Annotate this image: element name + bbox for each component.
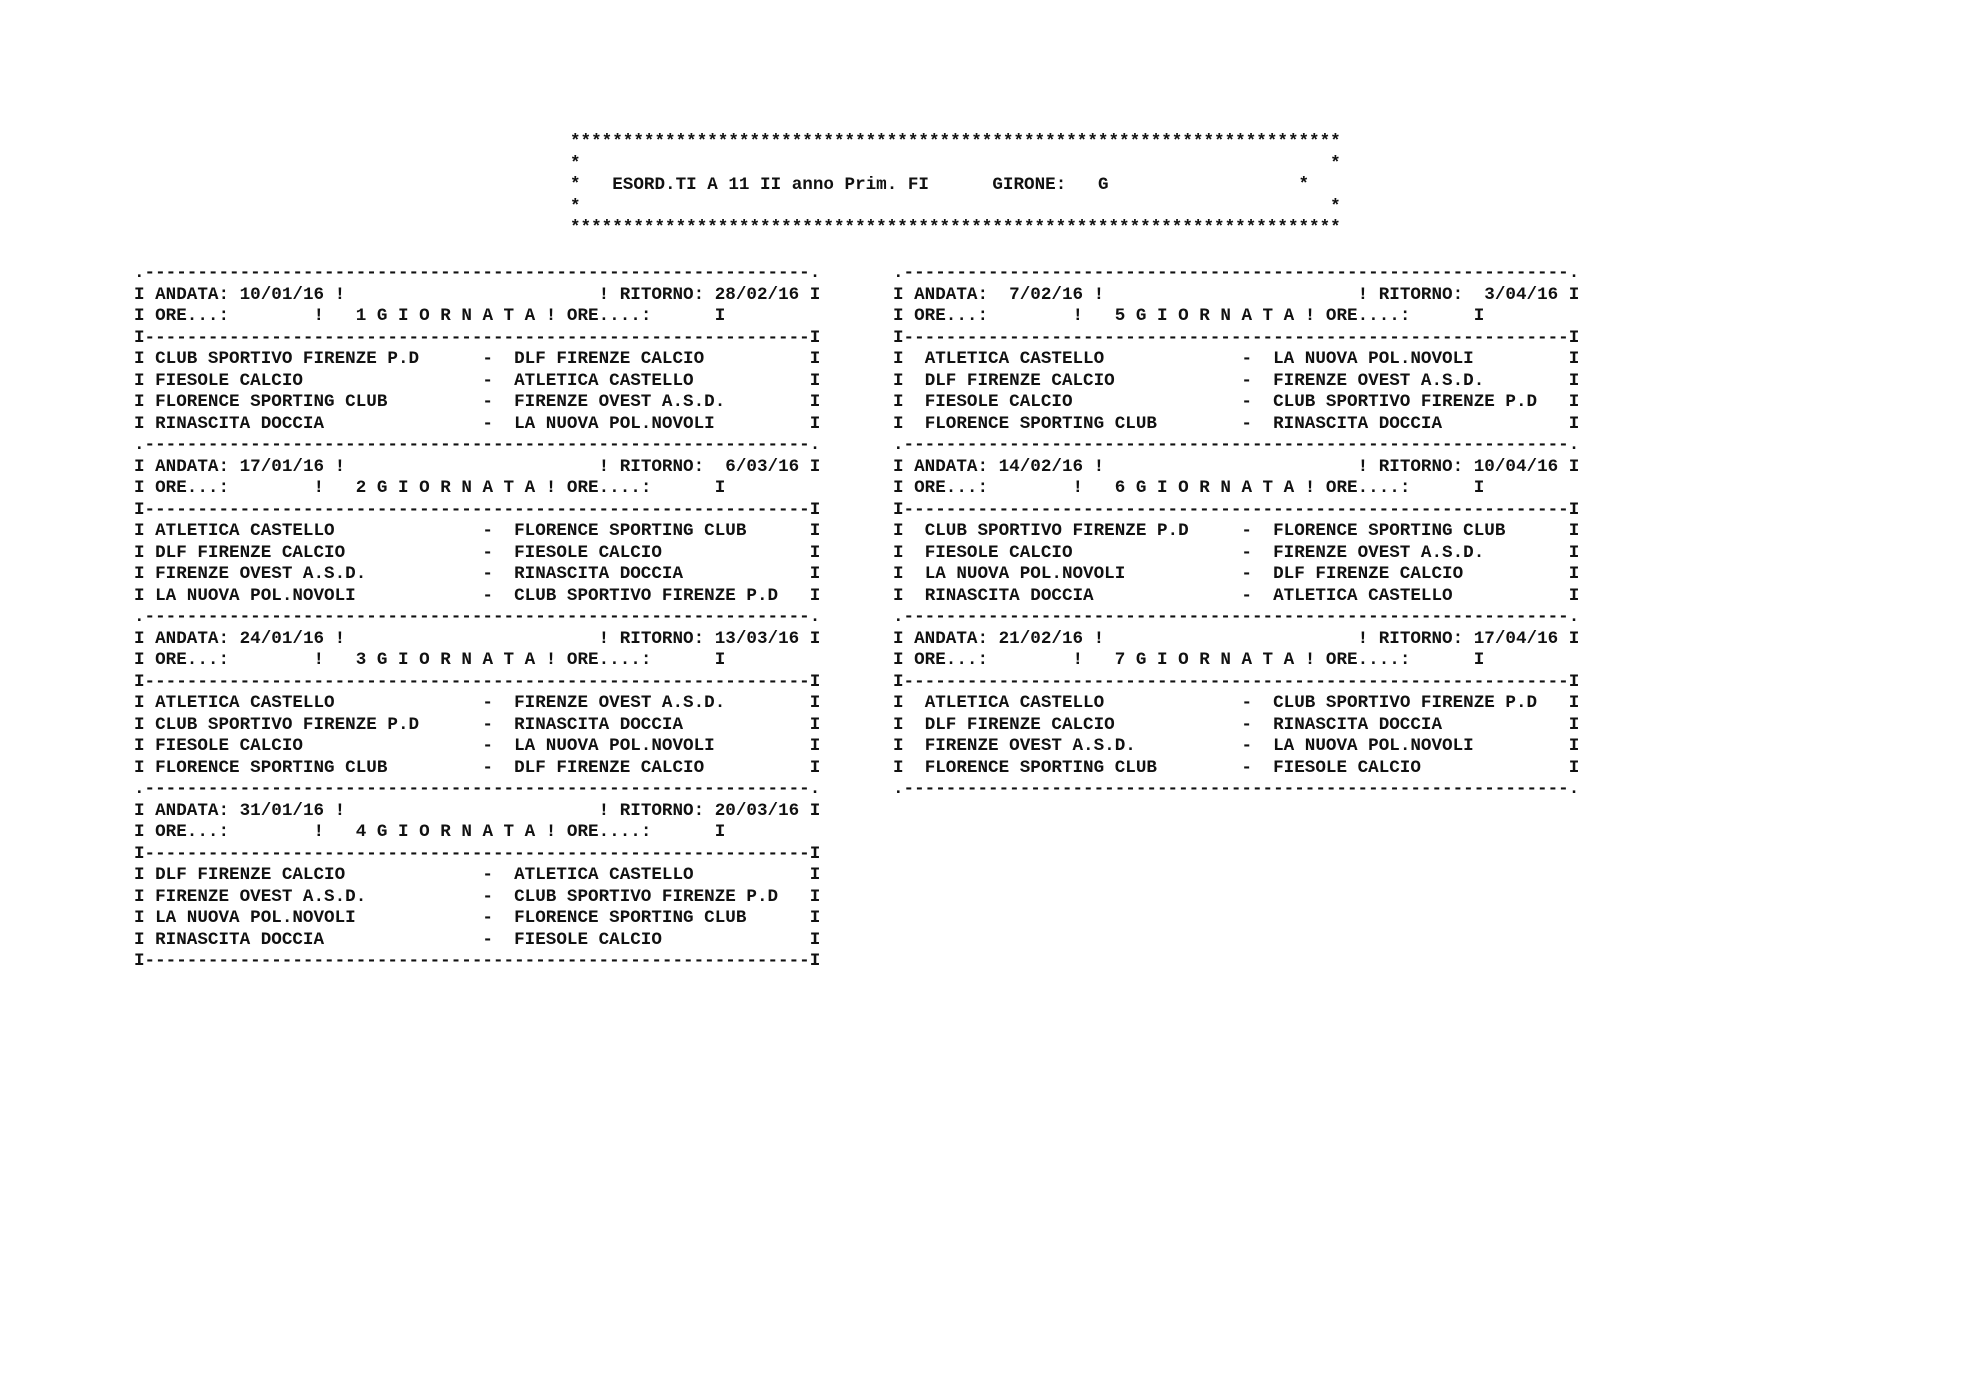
- match-row: I LA NUOVA POL.NOVOLI - CLUB SPORTIVO FIRENZE P.D I: [134, 585, 821, 606]
- home-team: FIRENZE OVEST A.S.D.: [155, 886, 367, 907]
- away-team: CLUB SPORTIVO FIRENZE P.D: [514, 886, 779, 907]
- home-team: CLUB SPORTIVO FIRENZE P.D: [924, 521, 1189, 541]
- ore-label-right: ORE....:: [1325, 306, 1411, 326]
- away-team: ATLETICA CASTELLO: [514, 370, 694, 391]
- match-row: I FLORENCE SPORTING CLUB - FIESOLE CALCIO I: [893, 757, 1580, 778]
- away-team: LA NUOVA POL.NOVOLI: [1273, 736, 1474, 756]
- home-team: FLORENCE SPORTING CLUB: [155, 392, 388, 412]
- match-row: I ATLETICA CASTELLO - FLORENCE SPORTING CLUB I: [134, 521, 821, 541]
- home-team: FLORENCE SPORTING CLUB: [924, 757, 1157, 778]
- home-team: FIESOLE CALCIO: [924, 542, 1073, 563]
- away-team: RINASCITA DOCCIA: [1273, 413, 1443, 434]
- girone-value: G: [1097, 175, 1109, 195]
- away-team: FIESOLE CALCIO: [514, 929, 662, 950]
- header-border-blank: * *: [570, 196, 1341, 217]
- home-team: RINASCITA DOCCIA: [155, 929, 325, 950]
- round-number-line: I ORE...: ! 4 G I O R N A T A ! ORE....: I: [134, 822, 726, 842]
- round-number: 1: [355, 306, 367, 326]
- home-team: ATLETICA CASTELLO: [155, 521, 335, 541]
- match-row: I DLF FIRENZE CALCIO - RINASCITA DOCCIA I: [893, 714, 1580, 735]
- rounds-column-right: [893, 263, 1579, 801]
- match-row: I RINASCITA DOCCIA - ATLETICA CASTELLO I: [893, 585, 1580, 606]
- round-border-between: .---------------------------------------------------------------.: [134, 607, 821, 627]
- round-dates-line: I ANDATA: 7/02/16 ! ! RITORNO: 3/04/16 I: [893, 284, 1580, 305]
- andata-label: ANDATA:: [155, 284, 230, 305]
- away-team: LA NUOVA POL.NOVOLI: [514, 413, 715, 434]
- away-team: ATLETICA CASTELLO: [1273, 585, 1453, 606]
- ritorno-date: 10/04/16: [1473, 456, 1559, 477]
- round-dates-line: I ANDATA: 17/01/16 ! ! RITORNO: 6/03/16 I: [134, 456, 821, 477]
- ritorno-label: RITORNO:: [619, 628, 705, 649]
- match-row: I FIRENZE OVEST A.S.D. - CLUB SPORTIVO FIRENZE P.D I: [134, 886, 821, 907]
- championship-header: [570, 132, 1341, 240]
- round-separator: I---------------------------------------------------------------I: [893, 671, 1580, 692]
- match-row: I ATLETICA CASTELLO - LA NUOVA POL.NOVOLI I: [893, 349, 1580, 369]
- match-row: I CLUB SPORTIVO FIRENZE P.D - DLF FIRENZE CALCIO I: [134, 349, 821, 369]
- rounds-column-left: [134, 263, 820, 973]
- match-row: I FIESOLE CALCIO - FIRENZE OVEST A.S.D. I: [893, 542, 1580, 563]
- match-row: I DLF FIRENZE CALCIO - ATLETICA CASTELLO I: [134, 865, 821, 885]
- andata-date: 10/01/16: [239, 284, 325, 305]
- andata-label: ANDATA:: [155, 800, 230, 821]
- match-row: I CLUB SPORTIVO FIRENZE P.D - FLORENCE SPORTING CLUB I: [893, 521, 1580, 541]
- ore-label-right: ORE....:: [566, 478, 652, 498]
- header-border-top: *************************************************************************: [570, 132, 1341, 152]
- giornata-label: G I O R N A T A: [376, 306, 536, 326]
- ritorno-date: 20/03/16: [714, 800, 800, 821]
- match-row: I CLUB SPORTIVO FIRENZE P.D - RINASCITA DOCCIA I: [134, 714, 821, 735]
- home-team: CLUB SPORTIVO FIRENZE P.D: [155, 349, 420, 369]
- ritorno-date: 17/04/16: [1473, 628, 1559, 649]
- giornata-label: G I O R N A T A: [1135, 306, 1295, 326]
- away-team: FLORENCE SPORTING CLUB: [514, 908, 747, 928]
- giornata-label: G I O R N A T A: [376, 822, 536, 842]
- round-number-line: I ORE...: ! 5 G I O R N A T A ! ORE....: I: [893, 306, 1485, 326]
- round-border-bottom: I---------------------------------------------------------------I: [134, 951, 821, 971]
- match-row: I DLF FIRENZE CALCIO - FIRENZE OVEST A.S.D. I: [893, 370, 1580, 391]
- ore-label-right: ORE....:: [1325, 650, 1411, 670]
- andata-date: 7/02/16: [1009, 284, 1084, 305]
- ritorno-label: RITORNO:: [619, 456, 705, 477]
- ritorno-date: 3/04/16: [1484, 284, 1559, 305]
- away-team: CLUB SPORTIVO FIRENZE P.D: [1273, 693, 1538, 713]
- giornata-label: G I O R N A T A: [376, 650, 536, 670]
- round-dates-line: I ANDATA: 14/02/16 ! ! RITORNO: 10/04/16 I: [893, 456, 1580, 477]
- away-team: RINASCITA DOCCIA: [514, 714, 684, 735]
- ritorno-label: RITORNO:: [619, 284, 705, 305]
- away-team: ATLETICA CASTELLO: [514, 865, 694, 885]
- match-row: I FLORENCE SPORTING CLUB - RINASCITA DOCCIA I: [893, 413, 1580, 434]
- ore-label: ORE...:: [155, 822, 230, 842]
- match-row: I FIESOLE CALCIO - CLUB SPORTIVO FIRENZE P.D I: [893, 392, 1580, 412]
- away-team: FIESOLE CALCIO: [1273, 757, 1421, 778]
- away-team: CLUB SPORTIVO FIRENZE P.D: [514, 585, 779, 606]
- match-row: I LA NUOVA POL.NOVOLI - DLF FIRENZE CALCIO I: [893, 564, 1580, 584]
- away-team: DLF FIRENZE CALCIO: [1273, 564, 1464, 584]
- round-separator: I---------------------------------------------------------------I: [134, 327, 821, 348]
- round-separator: I---------------------------------------------------------------I: [134, 671, 821, 692]
- round-border-top: .---------------------------------------------------------------.: [134, 263, 821, 283]
- round-dates-line: I ANDATA: 24/01/16 ! ! RITORNO: 13/03/16 I: [134, 628, 821, 649]
- ore-label-right: ORE....:: [566, 306, 652, 326]
- home-team: DLF FIRENZE CALCIO: [155, 865, 346, 885]
- round-number-line: I ORE...: ! 3 G I O R N A T A ! ORE....: I: [134, 650, 726, 670]
- ore-label: ORE...:: [914, 306, 989, 326]
- ore-label-right: ORE....:: [1325, 478, 1411, 498]
- match-row: I FIRENZE OVEST A.S.D. - LA NUOVA POL.NOVOLI I: [893, 736, 1580, 756]
- match-row: I ATLETICA CASTELLO - FIRENZE OVEST A.S.D. I: [134, 693, 821, 713]
- andata-date: 31/01/16: [239, 800, 325, 821]
- ritorno-label: RITORNO:: [1378, 628, 1464, 649]
- home-team: FIESOLE CALCIO: [155, 736, 303, 756]
- round-separator: I---------------------------------------------------------------I: [893, 327, 1580, 348]
- away-team: LA NUOVA POL.NOVOLI: [1273, 349, 1474, 369]
- home-team: FLORENCE SPORTING CLUB: [924, 413, 1157, 434]
- round-border-between: .---------------------------------------------------------------.: [134, 779, 821, 799]
- championship-title: ESORD.TI A 11 II anno Prim. FI: [612, 175, 929, 195]
- ritorno-date: 6/03/16: [725, 456, 800, 477]
- round-separator: I---------------------------------------------------------------I: [134, 499, 821, 520]
- away-team: DLF FIRENZE CALCIO: [514, 757, 705, 778]
- home-team: FLORENCE SPORTING CLUB: [155, 757, 388, 778]
- round-separator: I---------------------------------------------------------------I: [134, 843, 821, 864]
- match-row: I DLF FIRENZE CALCIO - FIESOLE CALCIO I: [134, 542, 821, 563]
- home-team: DLF FIRENZE CALCIO: [924, 714, 1115, 735]
- home-team: FIESOLE CALCIO: [155, 370, 303, 391]
- andata-label: ANDATA:: [914, 628, 989, 649]
- match-row: I FLORENCE SPORTING CLUB - FIRENZE OVEST A.S.D. I: [134, 392, 821, 412]
- away-team: RINASCITA DOCCIA: [1273, 714, 1443, 735]
- away-team: DLF FIRENZE CALCIO: [514, 349, 705, 369]
- home-team: FIRENZE OVEST A.S.D.: [924, 736, 1136, 756]
- home-team: DLF FIRENZE CALCIO: [155, 542, 346, 563]
- round-number: 2: [355, 478, 367, 498]
- home-team: ATLETICA CASTELLO: [155, 693, 335, 713]
- match-row: I FLORENCE SPORTING CLUB - DLF FIRENZE CALCIO I: [134, 757, 821, 778]
- away-team: FLORENCE SPORTING CLUB: [1273, 521, 1506, 541]
- ritorno-date: 28/02/16: [714, 284, 800, 305]
- andata-date: 14/02/16: [998, 456, 1084, 477]
- andata-label: ANDATA:: [914, 456, 989, 477]
- round-dates-line: I ANDATA: 31/01/16 ! ! RITORNO: 20/03/16 I: [134, 800, 821, 821]
- match-row: I RINASCITA DOCCIA - LA NUOVA POL.NOVOLI I: [134, 413, 821, 434]
- match-row: I FIESOLE CALCIO - LA NUOVA POL.NOVOLI I: [134, 736, 821, 756]
- home-team: ATLETICA CASTELLO: [924, 349, 1105, 369]
- match-row: I FIRENZE OVEST A.S.D. - RINASCITA DOCCIA I: [134, 564, 821, 584]
- round-number-line: I ORE...: ! 2 G I O R N A T A ! ORE....: I: [134, 478, 726, 498]
- round-separator: I---------------------------------------------------------------I: [893, 499, 1580, 520]
- away-team: FIRENZE OVEST A.S.D.: [1273, 370, 1485, 391]
- match-row: I LA NUOVA POL.NOVOLI - FLORENCE SPORTING CLUB I: [134, 908, 821, 928]
- away-team: FIRENZE OVEST A.S.D.: [1273, 542, 1485, 563]
- home-team: CLUB SPORTIVO FIRENZE P.D: [155, 714, 420, 735]
- header-border-blank: * *: [570, 153, 1341, 174]
- ritorno-date: 13/03/16: [714, 628, 800, 649]
- ritorno-label: RITORNO:: [619, 800, 705, 821]
- away-team: FLORENCE SPORTING CLUB: [514, 521, 747, 541]
- away-team: FIRENZE OVEST A.S.D.: [514, 693, 726, 713]
- home-team: FIRENZE OVEST A.S.D.: [155, 564, 367, 584]
- round-number-line: I ORE...: ! 7 G I O R N A T A ! ORE....: I: [893, 650, 1485, 670]
- home-team: RINASCITA DOCCIA: [155, 413, 325, 434]
- home-team: LA NUOVA POL.NOVOLI: [155, 585, 356, 606]
- away-team: CLUB SPORTIVO FIRENZE P.D: [1273, 392, 1538, 412]
- round-number: 4: [355, 822, 367, 842]
- andata-label: ANDATA:: [155, 628, 230, 649]
- round-number: 5: [1114, 306, 1126, 326]
- match-row: I FIESOLE CALCIO - ATLETICA CASTELLO I: [134, 370, 821, 391]
- round-number: 7: [1114, 650, 1126, 670]
- round-number-line: I ORE...: ! 6 G I O R N A T A ! ORE....: I: [893, 478, 1485, 498]
- ore-label-right: ORE....:: [566, 650, 652, 670]
- ore-label-right: ORE....:: [566, 822, 652, 842]
- away-team: LA NUOVA POL.NOVOLI: [514, 736, 715, 756]
- match-row: I ATLETICA CASTELLO - CLUB SPORTIVO FIRENZE P.D I: [893, 693, 1580, 713]
- round-border-between: .---------------------------------------------------------------.: [893, 607, 1580, 627]
- home-team: RINASCITA DOCCIA: [924, 585, 1094, 606]
- round-border-between: .---------------------------------------------------------------.: [134, 435, 821, 455]
- home-team: LA NUOVA POL.NOVOLI: [924, 564, 1126, 584]
- match-row: I RINASCITA DOCCIA - FIESOLE CALCIO I: [134, 929, 821, 950]
- ore-label: ORE...:: [155, 306, 230, 326]
- ritorno-label: RITORNO:: [1378, 456, 1464, 477]
- away-team: RINASCITA DOCCIA: [514, 564, 684, 584]
- ore-label: ORE...:: [914, 650, 989, 670]
- girone-label: GIRONE:: [992, 175, 1067, 195]
- home-team: FIESOLE CALCIO: [924, 392, 1073, 412]
- away-team: FIRENZE OVEST A.S.D.: [514, 392, 726, 412]
- home-team: DLF FIRENZE CALCIO: [924, 370, 1115, 391]
- away-team: FIESOLE CALCIO: [514, 542, 662, 563]
- header-border-bottom: *************************************************************************: [570, 218, 1341, 238]
- round-number-line: I ORE...: ! 1 G I O R N A T A ! ORE....: I: [134, 306, 726, 326]
- ore-label: ORE...:: [155, 478, 230, 498]
- andata-label: ANDATA:: [155, 456, 230, 477]
- home-team: LA NUOVA POL.NOVOLI: [155, 908, 356, 928]
- header-title-line: * ESORD.TI A 11 II anno Prim. FI GIRONE: G *: [570, 175, 1310, 195]
- round-border-top: .---------------------------------------------------------------.: [893, 263, 1580, 283]
- giornata-label: G I O R N A T A: [1135, 650, 1295, 670]
- home-team: ATLETICA CASTELLO: [924, 693, 1105, 713]
- andata-date: 24/01/16: [239, 628, 325, 649]
- giornata-label: G I O R N A T A: [376, 478, 536, 498]
- giornata-label: G I O R N A T A: [1135, 478, 1295, 498]
- andata-date: 21/02/16: [998, 628, 1084, 649]
- round-number: 3: [355, 650, 367, 670]
- round-border-bottom: .---------------------------------------------------------------.: [893, 779, 1580, 799]
- round-number: 6: [1114, 478, 1126, 498]
- round-border-between: .---------------------------------------------------------------.: [893, 435, 1580, 455]
- andata-date: 17/01/16: [239, 456, 325, 477]
- andata-label: ANDATA:: [914, 284, 989, 305]
- ritorno-label: RITORNO:: [1378, 284, 1464, 305]
- round-dates-line: I ANDATA: 10/01/16 ! ! RITORNO: 28/02/16 I: [134, 284, 821, 305]
- ore-label: ORE...:: [914, 478, 989, 498]
- round-dates-line: I ANDATA: 21/02/16 ! ! RITORNO: 17/04/16 I: [893, 628, 1580, 649]
- ore-label: ORE...:: [155, 650, 230, 670]
